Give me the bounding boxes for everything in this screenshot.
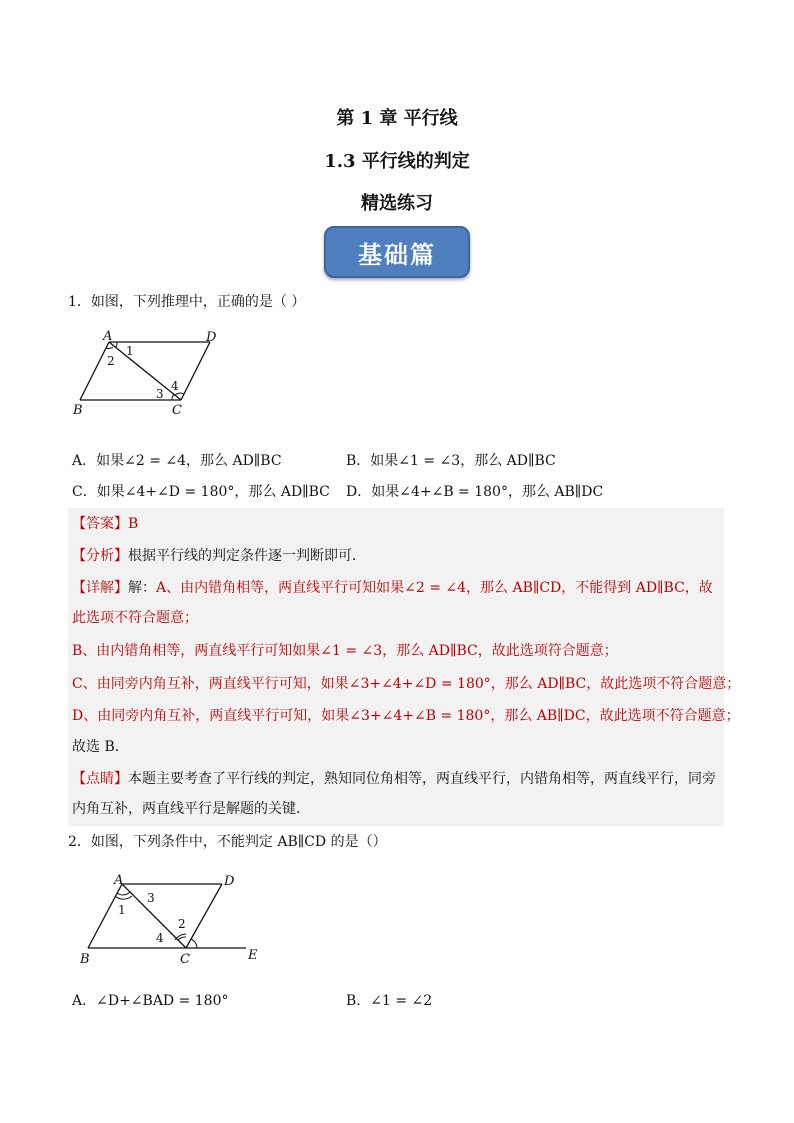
q2-label-c: C [180, 952, 190, 967]
detail-line-4: C、由同旁内角互补，两直线平行可知，如果∠3+∠4+∠D = 180°，那么 AD∥BC，故此选项不符合题意； [72, 676, 741, 692]
q1-option-d: D．如果∠4+∠B = 180°，那么 AB∥DC [346, 484, 604, 500]
comment-text-1: 本题主要考查了平行线的判定，熟知同位角相等，两直线平行，内错角相等，两直线平行，同旁 [128, 771, 716, 787]
q1-option-c: C．如果∠4+∠D = 180°，那么 AD∥BC [72, 484, 330, 500]
q1-label-2: 2 [107, 354, 115, 368]
detail-line-5: D、由同旁内角互补，两直线平行可知，如果∠3+∠4+∠B = 180°，那么 AB∥DC，故此选项不符合题意； [72, 708, 740, 724]
detail-line-3: B、由内错角相等，两直线平行可知如果∠1 = ∠3，那么 AD∥BC，故此选项符合题意； [72, 643, 618, 659]
exercise-subtitle: 精选练习 [361, 193, 433, 214]
answer-value: B [128, 516, 139, 532]
q2-segment-ab [88, 884, 122, 948]
q1-arc-1 [116, 342, 117, 347]
q1-label-d: D [206, 330, 217, 345]
analysis-line [72, 546, 366, 566]
detail-text-1a: 解： [128, 580, 156, 596]
q2-arc-2 [191, 939, 197, 948]
section-title: 1.3 平行线的判定 [324, 151, 470, 172]
analysis-tag: 【分析】 [72, 548, 128, 564]
detail-text-1b: A、由内错角相等，两直线平行可知如果∠2 = ∠4，那么 AB∥CD，不能得到 AD∥BC，故 [156, 580, 713, 596]
detail-line-6: 故选 B． [72, 739, 129, 755]
q2-label-e: E [248, 948, 258, 963]
q1-option-b: B．如果∠1 = ∠3，那么 AD∥BC [346, 453, 556, 469]
q2-label-3: 3 [147, 891, 155, 905]
detail-tag: 【详解】 [72, 580, 128, 596]
q1-label-b: B [73, 403, 83, 418]
q1-label-a: A [103, 329, 113, 344]
q1-stem: 1．如图，下列推理中，正确的是（ ） [68, 294, 306, 310]
chapter-title: 第 1 章 平行线 [336, 108, 458, 129]
q1-segment-ab [80, 342, 109, 400]
q1-label-3: 3 [156, 387, 164, 401]
detail-line-1 [72, 578, 713, 598]
q2-label-b: B [80, 952, 90, 967]
q1-arc-3 [172, 394, 174, 400]
q2-label-1: 1 [118, 903, 126, 917]
comment-line-1 [72, 769, 716, 789]
level-badge: 基础篇 [324, 226, 470, 278]
comment-line-2: 内角互补，两直线平行是解题的关键． [72, 801, 310, 817]
q2-figure [74, 868, 274, 968]
q1-label-4: 4 [171, 379, 179, 393]
answer-tag: 【答案】 [72, 516, 128, 532]
q1-segment-dc [181, 342, 210, 400]
q2-option-b: B．∠1 = ∠2 [346, 993, 433, 1009]
q1-label-c: C [172, 403, 182, 418]
q2-arc-4 [178, 937, 186, 940]
q2-label-d: D [224, 874, 235, 889]
detail-line-2: 此选项不符合题意； [72, 610, 198, 626]
q2-arc-1 [117, 892, 130, 895]
comment-tag: 【点睛】 [72, 771, 128, 787]
q2-label-a: A [114, 873, 124, 888]
q2-segment-dc [186, 884, 222, 948]
q2-label-2: 2 [178, 917, 186, 931]
q2-label-4: 4 [156, 931, 164, 945]
q1-label-1: 1 [126, 344, 134, 358]
q1-figure [70, 328, 230, 418]
q2-option-a: A．∠D+∠BAD = 180° [72, 993, 229, 1009]
q2-arc-1b [115, 896, 132, 899]
analysis-text: 根据平行线的判定条件逐一判断即可． [128, 548, 366, 564]
answer-line [72, 514, 138, 534]
q2-stem: 2．如图，下列条件中，不能判定 AB∥CD 的是（） [68, 834, 387, 850]
q1-option-a: A．如果∠2 = ∠4，那么 AD∥BC [72, 453, 282, 469]
q1-arc-4 [175, 393, 184, 395]
